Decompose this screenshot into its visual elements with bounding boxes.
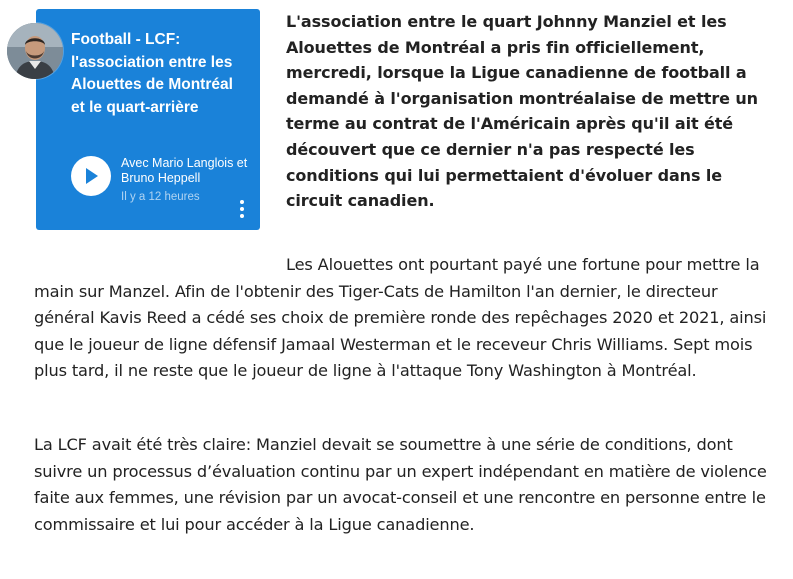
host-avatar [7,23,63,79]
podcast-meta [121,156,260,205]
podcast-timestamp: Il y a 12 heures [121,191,200,203]
play-icon [83,167,99,185]
podcast-card[interactable] [36,9,260,230]
podcast-title[interactable]: Football - LCF: l'association entre les Alouettes de Montréal et le quart-arrière [71,31,233,116]
article-lede: L'association entre le quart Johnny Manziel et les Alouettes de Montréal a pris fin officiellement, mercredi, lorsque la Ligue canadienne de football a demandé à l'organisation montréalaise de mettre un terme au contrat de l'Américain après qu'il ait été découvert que ce dernier n'a pas respecté les conditions qui lui permettaient d'évoluer dans le circuit canadien. [286,12,758,211]
more-vertical-icon-dot [240,214,244,218]
more-options-button[interactable] [237,200,247,218]
podcast-player [71,156,260,205]
podcast-hosts: Avec Mario Langlois et Bruno Heppell [121,156,248,185]
more-vertical-icon [240,200,244,204]
article-paragraph-2: La LCF avait été très claire: Manziel devait se soumettre à une série de conditions, dont suivre un processus d’évaluation continu par un expert indépendant en matière de violence faite aux femmes, une révision par un avocat-conseil et une rencontre en personne entre le commissaire et lui pour accéder à la Ligue canadienne. [34,435,767,534]
more-vertical-icon-dot [240,207,244,211]
avatar-icon [7,23,63,79]
play-button[interactable] [71,156,111,196]
article-paragraph-1: Les Alouettes ont pourtant payé une fortune pour mettre la main sur Manzel. Afin de l'obtenir des Tiger-Cats de Hamilton l'an dernier, le directeur général Kavis Reed a cédé ses choix de première ronde des repêchages 2020 et 2021, ainsi que le joueur de ligne défensif Jamaal Westerman et le receveur Chris Williams. Sept mois plus tard, il ne reste que le joueur de ligne à l'attaque Tony Washington à Montréal. [34,255,767,380]
